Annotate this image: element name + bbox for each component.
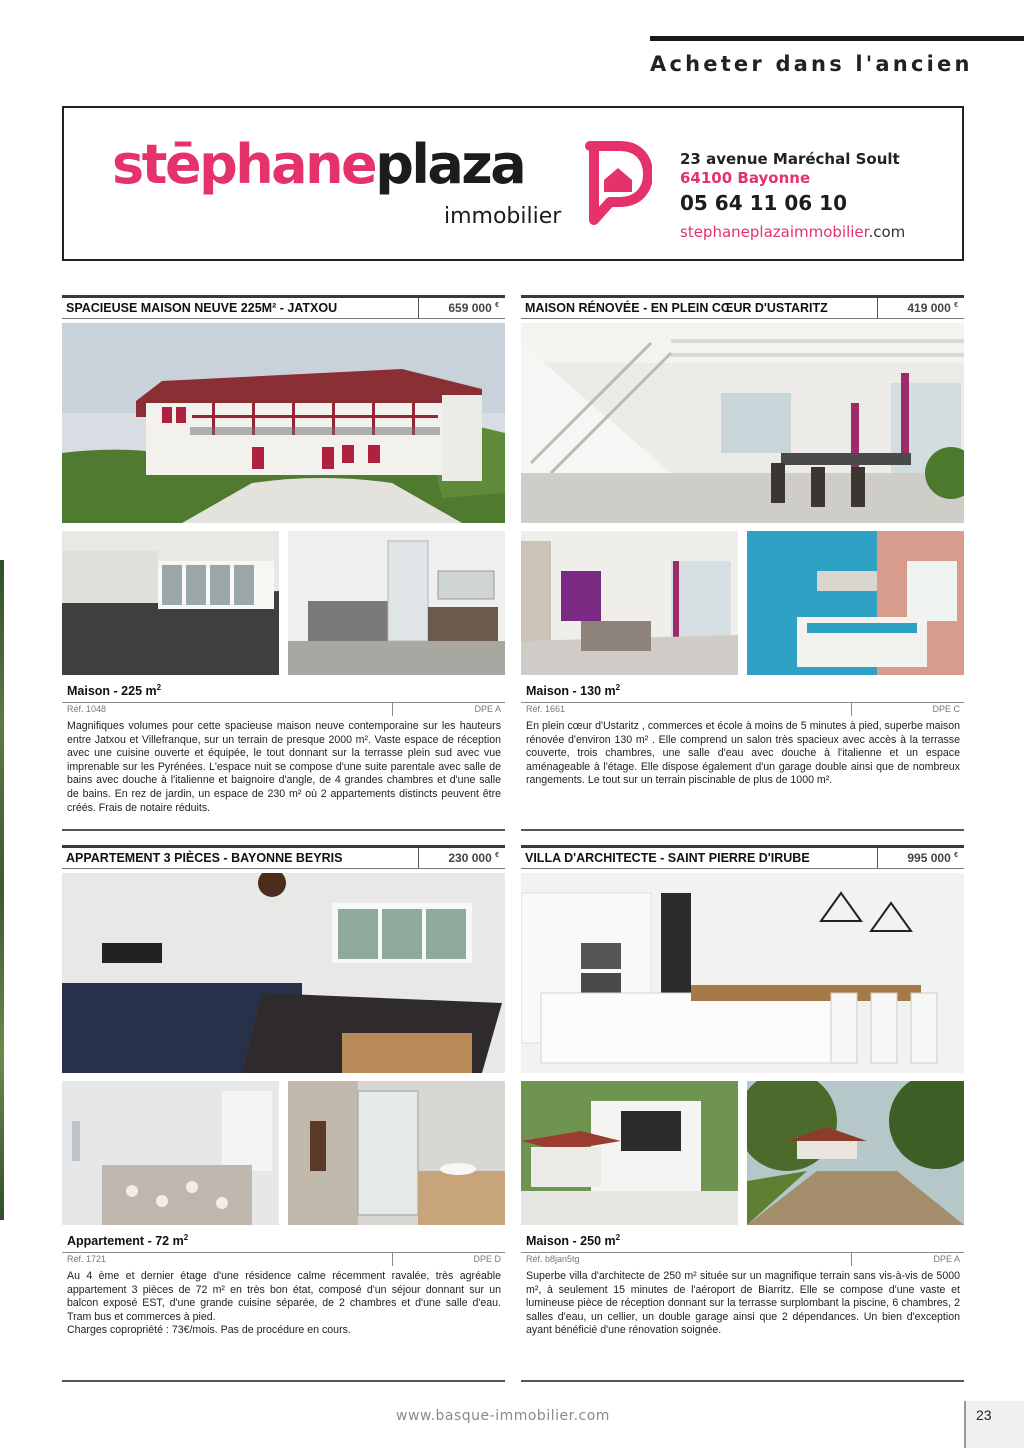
listing-top-rule	[521, 845, 964, 848]
listing-title: APPARTEMENT 3 PIÈCES - BAYONNE BEYRIS	[66, 851, 343, 865]
listing-description: Au 4 ème et dernier étage d'une résidence calme récemment ravalée, très agréable appartement 3 pièces de 72 m² en très bon état, composé d'un séjour donnant sur un balcon exposé EST, d'une grande cuisine séparée, de 2 chambres et d'une salle d'eau. Tram bus et commerces à pied. Charges copropriété : 73€/mois. Pas de procédure en cours.	[67, 1270, 501, 1337]
listing-subtitle: Maison - 225 $m^2$	[67, 683, 162, 699]
listing-card[interactable]	[521, 845, 964, 1385]
agency-logo-mark-icon	[582, 140, 652, 234]
divider	[62, 868, 505, 869]
listing-card[interactable]	[62, 845, 505, 1385]
listing-description: En plein cœur d'Ustaritz , commerces et école à moins de 5 minutes à pied, superbe maison rénovée d'environ 130 m² . Elle comprend un salon très spacieux avec accès à la terrasse couverte, trois chambres, une salle d'eau avec douche à l'italienne et un espace aménageable à l'étage. Elle dispose également d'un garage double ainsi que de nombreux rangements. Le tout sur un terrain piscinable de plus de 1000 m².	[526, 720, 960, 787]
listing-bottom-rule	[62, 1380, 505, 1382]
property-photo-bedroom[interactable]	[62, 1081, 279, 1225]
listing-bottom-rule	[62, 829, 505, 831]
listing-dpe: DPE C	[932, 704, 960, 714]
property-photo-exterior[interactable]	[521, 1081, 738, 1225]
agency-contact	[680, 150, 905, 241]
logo-part1: stēphane	[112, 133, 376, 196]
listing-ref-row	[62, 702, 505, 716]
page-number: 23	[976, 1407, 992, 1423]
property-photo-exterior[interactable]	[62, 323, 505, 523]
property-photo-living-room[interactable]	[62, 531, 279, 675]
divider	[392, 1253, 393, 1266]
listing-ref-row	[521, 1252, 964, 1266]
listing-description: Superbe villa d'architecte de 250 m² située sur un magnifique terrain sans vis-à-vis de 5000 m², à seulement 15 minutes de l'aéroport de Biarritz. Elle se compose d'une vaste et lumineuse pièce de réception donnant sur la terrasse surplombant la piscine, 6 chambres, 2 salles d'eau, un cellier, un double garage ainsi que 2 dépendances. Un bien d'exception ayant bénéficié d'une rénovation soignée.	[526, 1270, 960, 1337]
property-photo-bathroom[interactable]	[288, 531, 505, 675]
listing-bottom-rule	[521, 829, 964, 831]
listing-ref: Réf. 1048	[67, 704, 107, 714]
listing-title: SPACIEUSE MAISON NEUVE 225M² - JATXOU	[66, 301, 338, 315]
property-photo-kitchen[interactable]	[521, 873, 964, 1073]
listing-bottom-rule	[521, 1380, 964, 1382]
property-photo-living-room[interactable]	[62, 873, 505, 1073]
property-photo-garden[interactable]	[747, 1081, 964, 1225]
listing-ref-row	[62, 1252, 505, 1266]
listing-description: Magnifiques volumes pour cette spacieuse maison neuve contemporaine sur les hauteurs entre Jatxou et Villefranque, sur un terrain de presque 2000 m². Vaste espace de réception avec une cuisine ouverte et équipée, le tout donnant sur la terrasse plein sud avec vue imprenable sur les Pyrénées. L'espace nuit se compose d'une suite parentale avec salle de bains avec douche à l'italienne et baignoire d'angle, de 4 grandes chambres et d'une salle de bains. En rez de jardin, un espace de 230 m² où 2 appartements distincts peuvent être créés. Frais de notaire réduits.	[67, 720, 501, 814]
listing-top-rule	[62, 845, 505, 848]
property-photo-bathroom[interactable]	[288, 1081, 505, 1225]
property-photo-interior[interactable]	[521, 323, 964, 523]
listing-dpe: DPE A	[474, 704, 501, 714]
agency-phone[interactable]: 05 64 11 06 10	[680, 191, 848, 215]
page-number-box	[964, 1401, 1024, 1448]
listing-ref: Réf. 1721	[67, 1254, 107, 1264]
logo-part2: plaza	[375, 133, 525, 196]
listing-card[interactable]	[62, 295, 505, 830]
divider	[877, 298, 878, 318]
agency-website[interactable]: stephaneplazaimmobilier.com	[680, 223, 906, 241]
listing-top-rule	[62, 295, 505, 298]
divider	[521, 868, 964, 869]
property-photo-bedroom[interactable]	[747, 531, 964, 675]
left-edge-strip	[0, 560, 4, 1220]
header-rule	[650, 36, 1024, 41]
divider	[877, 848, 878, 868]
listing-subtitle: Maison - 130 $m^2$	[526, 683, 621, 699]
listing-subtitle: Appartement - 72 $m^2$	[67, 1233, 189, 1249]
listing-price: 659 000 €	[448, 301, 499, 315]
listing-title: VILLA D'ARCHITECTE - SAINT PIERRE D'IRUBE	[525, 851, 810, 865]
logo-subtitle: immobilier	[444, 204, 562, 229]
divider	[392, 703, 393, 716]
listing-top-rule	[521, 295, 964, 298]
listing-ref: Réf. 1661	[526, 704, 566, 714]
listing-price: 230 000 €	[448, 851, 499, 865]
property-photo-living-room[interactable]	[521, 531, 738, 675]
agency-logo	[112, 133, 525, 196]
agency-address: 23 avenue Maréchal Soult	[680, 150, 900, 168]
listing-price: 419 000 €	[907, 301, 958, 315]
section-title: Acheter dans l'ancien	[650, 52, 973, 76]
divider	[851, 1253, 852, 1266]
divider	[418, 298, 419, 318]
listing-card[interactable]	[521, 295, 964, 830]
divider	[62, 318, 505, 319]
listing-ref-row	[521, 702, 964, 716]
listing-dpe: DPE D	[473, 1254, 501, 1264]
footer-url[interactable]: www.basque-immobilier.com	[396, 1408, 610, 1424]
listing-ref: Réf. b8jan5tg	[526, 1254, 580, 1264]
listing-dpe: DPE A	[933, 1254, 960, 1264]
divider	[851, 703, 852, 716]
listing-title: MAISON RÉNOVÉE - EN PLEIN CŒUR D'USTARITZ	[525, 301, 828, 315]
agency-city: 64100 Bayonne	[680, 169, 811, 187]
listing-price: 995 000 €	[907, 851, 958, 865]
divider	[418, 848, 419, 868]
agency-banner[interactable]	[62, 106, 964, 261]
listing-subtitle: Maison - 250 $m^2$	[526, 1233, 621, 1249]
divider	[521, 318, 964, 319]
